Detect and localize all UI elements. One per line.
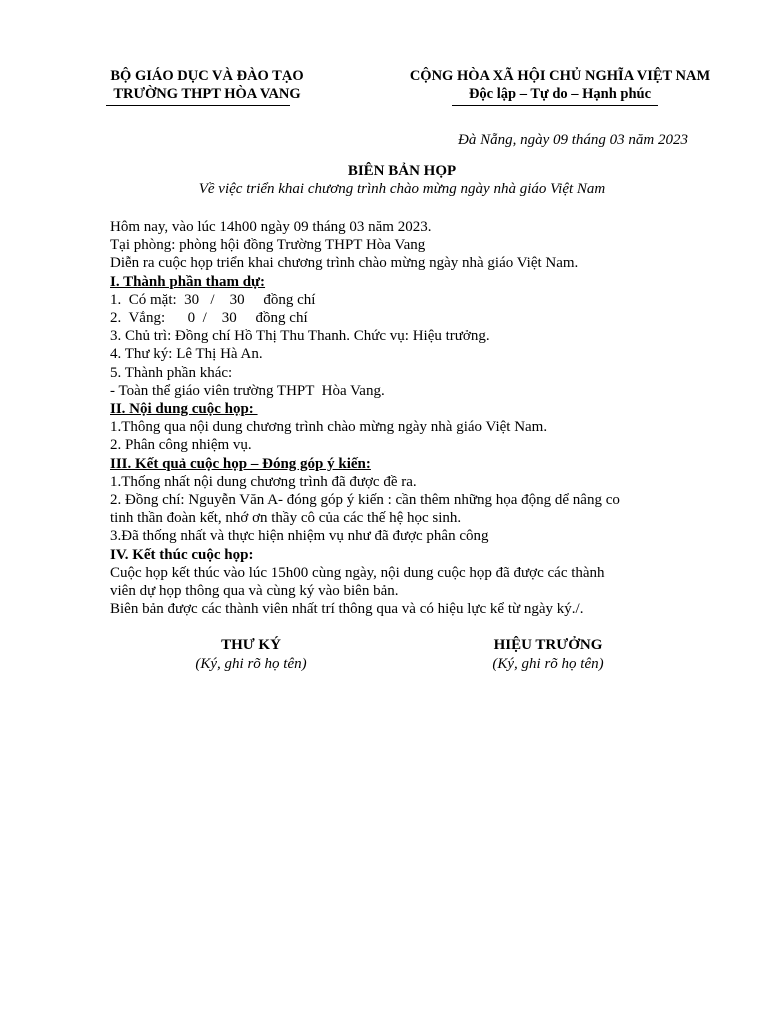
content-item-1: 1.Thông qua nội dung chương trình chào mừng ngày nhà giáo Việt Nam. [110,419,548,436]
signature-role-secretary: THƯ KÝ [221,637,281,653]
signature-note-secretary: (Ký, ghi rõ họ tên) [195,656,307,672]
closing-line-1: Cuộc họp kết thúc vào lúc 15h00 cùng ngày, nội dung cuộc họp đã được các thành [110,564,605,581]
country-name: CỘNG HÒA XÃ HỘI CHỦ NGHĨA VIỆT NAM [409,68,711,84]
document-body [110,218,696,618]
intro-purpose: Diễn ra cuộc họp triển khai chương trình chào mừng ngày nhà giáo Việt Nam. [110,255,579,272]
section-heading-content: II. Nội dung cuộc họp: [110,401,258,418]
section-heading-attendance: I. Thành phần tham dự: [110,273,266,290]
result-item-2-line-2: tinh thần đoàn kết, nhớ ơn thầy cô của các thế hệ học sinh. [110,510,462,527]
closing-line-2: viên dự họp thông qua và cùng ký vào biên bản. [110,583,399,600]
date-line: Đà Nẵng, ngày 09 tháng 03 năm 2023 [458,132,688,148]
signature-block-principal [418,636,678,674]
national-motto: Độc lập – Tự do – Hạnh phúc [468,86,652,102]
content-item-2: 2. Phân công nhiệm vụ. [110,437,252,454]
closing-line-3: Biên bản được các thành viên nhất trí thông qua và có hiệu lực kể từ ngày ký./. [110,601,584,618]
secretary: 4. Thư ký: Lê Thị Hà An. [110,346,263,363]
intro-time: Hôm nay, vào lúc 14h00 ngày 09 tháng 03 năm 2023. [110,219,432,235]
signature-note-principal: (Ký, ghi rõ họ tên) [492,656,604,672]
other-attendees-value: - Toàn thể giáo viên trường THPT Hòa Vang. [110,382,385,399]
header-left-rule [106,105,290,106]
chairperson: 3. Chủ trì: Đồng chí Hồ Thị Thu Thanh. Chức vụ: Hiệu trưởng. [110,328,490,345]
signature-role-principal: HIỆU TRƯỞNG [493,637,603,653]
ministry-name: BỘ GIÁO DỤC VÀ ĐÀO TẠO [110,68,304,84]
document-title: BIÊN BẢN HỌP [347,163,457,179]
section-heading-results: III. Kết quả cuộc họp – Đóng góp ý kiến: [110,455,371,472]
header-right [388,67,732,103]
result-item-1: 1.Thống nhất nội dung chương trình đã được đề ra. [110,473,417,490]
header-right-rule [452,105,658,106]
attendance-absent: 2. Vắng: 0 / 30 đồng chí [110,310,308,327]
document-subtitle: Về việc triển khai chương trình chào mừng ngày nhà giáo Việt Nam [198,181,606,197]
school-name: TRƯỜNG THPT HÒA VANG [113,86,301,102]
signature-block-secretary [121,636,381,674]
result-item-2-line-1: 2. Đồng chí: Nguyễn Văn A- đóng góp ý kiến : cần thêm những họa động dể nâng co [110,492,620,509]
section-heading-closing: IV. Kết thúc cuộc họp: [110,546,254,563]
intro-room: Tại phòng: phòng hội đồng Trường THPT Hòa Vang [110,237,426,254]
result-item-3: 3.Đã thống nhất và thực hiện nhiệm vụ như đã được phân công [110,528,489,545]
header-left [84,67,330,103]
attendance-present: 1. Có mặt: 30 / 30 đồng chí [110,291,316,308]
other-attendees-label: 5. Thành phần khác: [110,364,233,381]
